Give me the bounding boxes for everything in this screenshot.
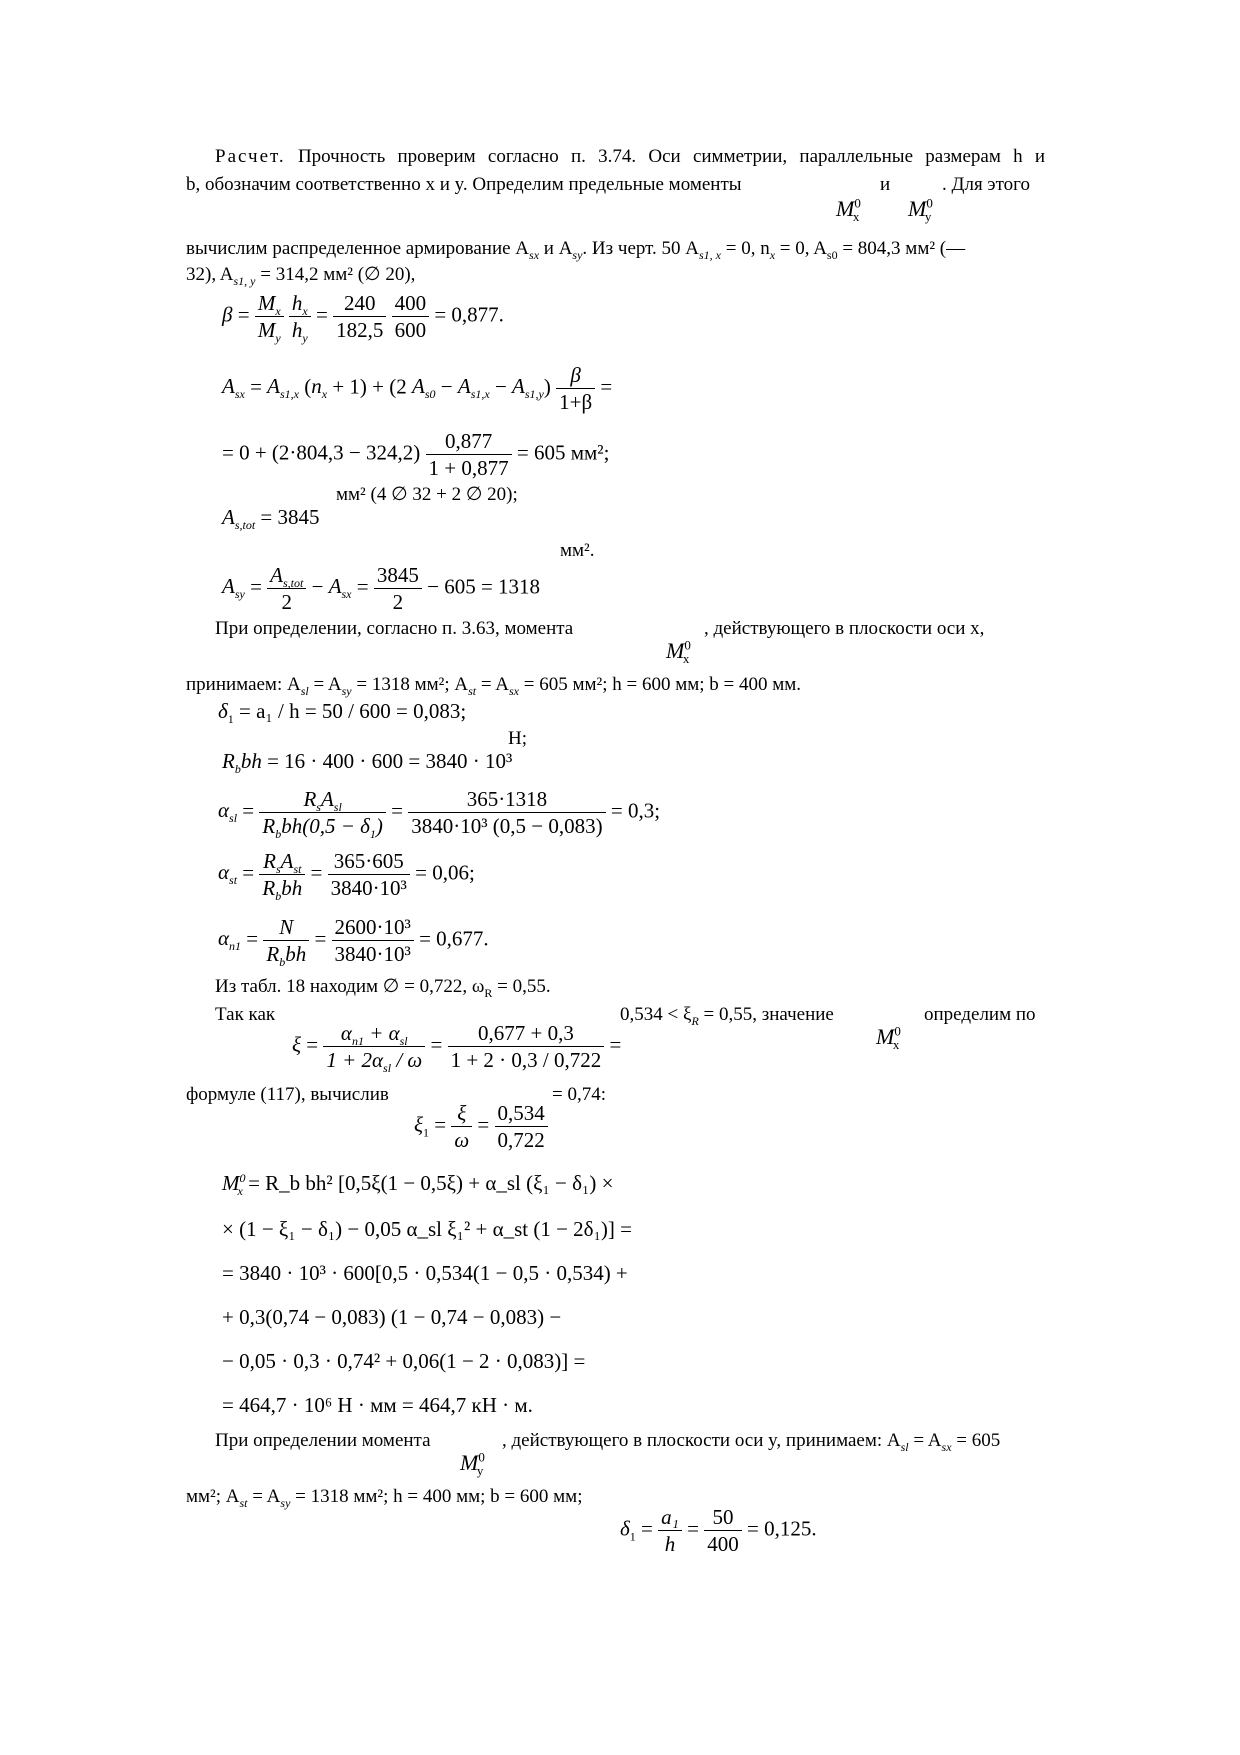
text-mm2-2: мм². [560, 540, 595, 561]
symbol-Mx0-2: $M^0_x$ [666, 637, 691, 667]
formula-mx-6: = 464,7 · 10⁶ Н · мм = 464,7 кН · м. [222, 1393, 533, 1417]
formula-astot: $A_{s,tot} = 3845$ [222, 505, 320, 533]
formula-asx-2: = 0 + (2·804,3 − 324,2) $\frac{0,877}{1 + 0,877}$ = 605 мм²; [222, 429, 610, 480]
formula-mx-2: × (1 − ξ₁ − δ₁) − 0,05 α_sl ξ₁² + α_st (1 − 2δ₁)] = [222, 1217, 632, 1241]
text-so-since: Так как [215, 1004, 276, 1025]
formula-delta1-y: $\delta_1$ = $\frac{\text{a₁}}{h}$ = $\frac{50}{400}$ = 0,125. [620, 1505, 817, 1556]
formula-delta1: $\delta_1 = a_1 / h = 50 / 600 = 0,083$; [218, 699, 467, 727]
formula-asx-1: $A_{sx} = A_{s1,x}$ $(n_x + 1) + (2$ $A_{s0} - A_{s1,x} - A_{s1,y}$) $\frac{\beta}{1+\beta}$ = [222, 363, 613, 414]
formula-mx-4: + 0,3(0,74 − 0,083) (1 − 0,74 − 0,083) − [222, 1305, 562, 1329]
formula-mx-3: = 3840 · 10³ · 600[0,5 · 0,534(1 − 0,5 · 0,534) + [222, 1261, 628, 1285]
text-mm2-1: мм² (4 ∅ 32 + 2 ∅ 20); [336, 484, 518, 505]
formula-alpha-st: $\alpha_{st}$ = $R_sA_{st}$ $R_bbh$ = $\frac{365\cdot 605}{\text{3840·10³}}$ = 0,06; [218, 849, 475, 904]
formula-beta: β = $\frac{M_x}{M_y}$ $\frac{h_x}{h_y}$ = $\frac{240}{182,5}$ $\frac{400}{600}$ = 0,877. [222, 291, 504, 346]
formula-rbbh: $R_bbh = 16 \cdot 400 \cdot 600 = 3840 \cdot 10^3$ [222, 749, 513, 777]
text-formula-val: = 0,74: [552, 1084, 606, 1105]
formula-alpha-sl: $\alpha_{sl}$ = $R_sA_{sl}$ $R_bbh(0,5 - \delta_1)$ = $\frac{365\cdot 1318}{\text{3840·10³ (0,5 − 0,083)}}$ = 0,3; [218, 787, 661, 842]
symbol-Mx0: $M^0_x$ [836, 195, 861, 225]
text-so-since-rest: $0,534 < \xi_R = 0,55$, значение [620, 1004, 834, 1028]
text-N-unit: Н; [508, 728, 527, 749]
para1-line3: вычислим распределенное армирование $A_{sx}$ и $A_{sy}$. Из черт. 50 $A_{s1, x} = 0$, $n_x = 0$, $A_{s0} = 804,3$ мм² (— [186, 238, 966, 262]
text-formula-line: формуле (117), вычислив [186, 1084, 389, 1105]
para1-lead: Расчет. [215, 146, 286, 167]
para1-and: и [880, 174, 891, 195]
formula-alpha-n1: $\alpha_{n1}$ = N $R_bbh$ = $\frac{\text{2600·10³}}{\text{3840·10³}}$ = 0,677. [218, 915, 489, 970]
formula-xi: ξ = $\alpha_{n1} + \alpha_{sl}$ $1 + 2\alpha_{sl} / \omega$ = $\frac{0,677 + 0,3}{1 + 2 \cdot 0,3 / 0,722}$ = [292, 1021, 622, 1076]
symbol-My0-2: $M^0_y$ [460, 1449, 485, 1479]
para3-line1-end: , действующего в плоскости оси y, принимаем: $A_{sl} = A_{sx} = 605$ [502, 1430, 1001, 1454]
para1-line1 [215, 146, 1045, 168]
symbol-Mx0-3: $M^0_x$ [876, 1023, 901, 1053]
para1-line4: 32), $A_{s1, y} = 314,2$ мм² (∅ 20), [186, 264, 416, 288]
formula-asy: $A_{sy}$ = $A_{s,tot}$ 2 − $A_{sx}$ = $\frac{3845}{2}$ − 605 = 1318 [222, 563, 541, 614]
para3-line1-start: При определении момента [215, 1430, 431, 1451]
symbol-My0: $M^0_y$ [908, 195, 933, 225]
para2-line1-start: При определении, согласно п. 3.63, момента [215, 618, 574, 639]
para2-line2: принимаем: $A_{sl} = A_{sy} = 1318$ мм²; $A_{st} = A_{sx} = 605$ мм²; h = 600 мм; b = 400 мм. [186, 674, 802, 698]
text-so-since-end: определим по [924, 1004, 1036, 1025]
para2-line1-end: , действующего в плоскости оси x, [704, 618, 985, 639]
para1-line2-end: . Для этого [942, 174, 1030, 195]
para1-line2-text: b, обозначим соответственно x и y. Определим предельные моменты [186, 174, 742, 195]
formula-mx-5: − 0,05 · 0,3 · 0,74² + 0,06(1 − 2 · 0,083)] = [222, 1349, 586, 1373]
para3-line2: мм²; $A_{st} = A_{sy} = 1318$ мм²; h = 400 мм; b = 600 мм; [186, 1486, 583, 1510]
formula-xi1: $\xi_1$ = $\frac{\xi}{\omega}$ = $\frac{0,534}{0,722}$ [414, 1100, 548, 1153]
para1-line2 [186, 174, 742, 196]
para1-line1-text: Прочность проверим согласно п. 3.74. Оси симметрии, параллельные размерам h и [297, 146, 1046, 167]
formula-mx-1: $M^0_x$ = R_b bh² [0,5ξ(1 − 0,5ξ) + α_sl (ξ₁ − δ₁) × [222, 1171, 614, 1199]
text-table-line: Из табл. 18 находим ∅ = 0,722, $\omega_R = 0,55$. [215, 976, 551, 1000]
